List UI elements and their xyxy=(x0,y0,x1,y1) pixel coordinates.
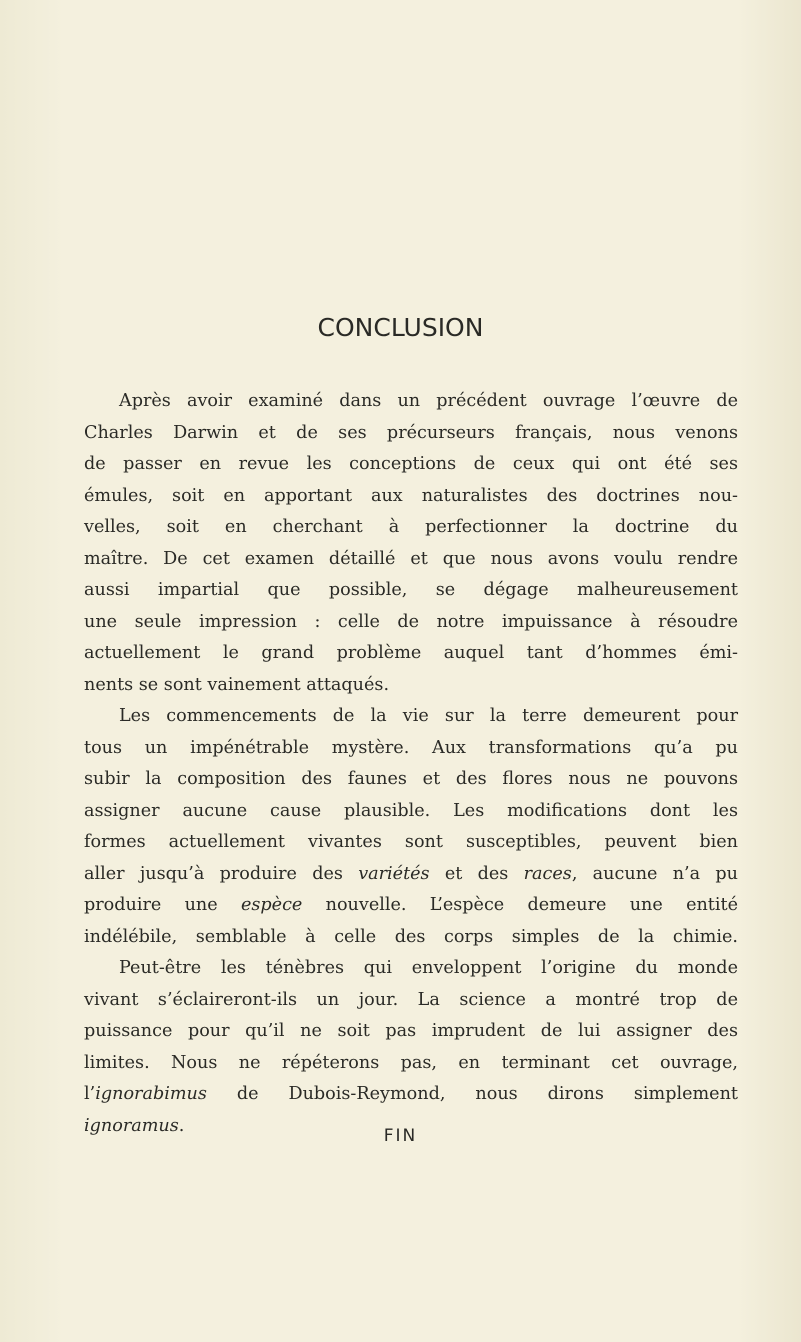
italic-word: ignorabimus xyxy=(95,1084,207,1104)
chapter-title: CONCLUSION xyxy=(317,313,484,342)
text-run: produire une xyxy=(84,895,241,915)
text-line: limites. Nous ne répéterons pas, en terminant cet ouvrage, xyxy=(84,1052,738,1073)
text-run: aller jusqu’à produire des xyxy=(84,863,359,884)
italic-word: variétés xyxy=(358,863,430,884)
italic-word: races xyxy=(523,863,572,884)
text-line: velles, soit en cherchant à perfectionner la doctrine du xyxy=(84,517,738,537)
text-line: tous un impénétrable mystère. Aux transformations qu’a pu xyxy=(84,737,738,758)
fin-label: FIN xyxy=(383,1126,418,1146)
text-line xyxy=(84,859,738,891)
text-line: Peut-être les ténèbres qui enveloppent l’origine du monde xyxy=(119,958,738,978)
text-line: formes actuellement vivantes sont susceptibles, peuvent bien xyxy=(84,832,738,852)
text-line: indélébile, semblable à celle des corps simples de la chimie. xyxy=(84,926,738,947)
text-line: une seule impression : celle de notre impuissance à résoudre xyxy=(84,611,738,632)
body-text xyxy=(84,386,738,1142)
italic-word: ignoramus xyxy=(84,1115,179,1136)
text-line xyxy=(84,1079,738,1111)
text-line: Charles Darwin et de ses précurseurs français, nous venons xyxy=(84,422,738,443)
text-run: et des xyxy=(429,863,524,884)
text-line: de passer en revue les conceptions de ceux qui ont été ses xyxy=(84,454,738,474)
text-line: assigner aucune cause plausible. Les modifications dont les xyxy=(84,800,738,821)
text-line: subir la composition des faunes et des flores nous ne pouvons xyxy=(84,769,738,789)
text-line: vivant s’éclaireront-ils un jour. La science a montré trop de xyxy=(84,989,738,1010)
text-line: puissance pour qu’il ne soit pas imprudent de lui assigner des xyxy=(84,1021,738,1041)
text-run: , aucune n’a pu xyxy=(571,863,738,884)
text-run: de Dubois-Reymond, nous dirons simplement xyxy=(206,1084,738,1104)
text-line: Les commencements de la vie sur la terre demeurent pour xyxy=(119,706,738,726)
text-line xyxy=(84,890,738,922)
italic-word: espèce xyxy=(240,895,303,915)
text-line: aussi impartial que possible, se dégage malheureusement xyxy=(84,580,738,600)
text-line: émules, soit en apportant aux naturalistes des doctrines nou- xyxy=(84,485,738,506)
text-run: l’ xyxy=(84,1084,96,1104)
text-line: actuellement le grand problème auquel tant d’hommes émi- xyxy=(84,643,738,663)
text-line: Après avoir examiné dans un précédent ouvrage l’œuvre de xyxy=(119,391,738,411)
text-line: maître. De cet examen détaillé et que nous avons voulu rendre xyxy=(84,548,738,569)
text-run: . xyxy=(178,1115,185,1136)
text-line: nents se sont vainement attaqués. xyxy=(84,674,390,695)
text-run: nouvelle. L’espèce demeure une entité xyxy=(302,895,738,915)
